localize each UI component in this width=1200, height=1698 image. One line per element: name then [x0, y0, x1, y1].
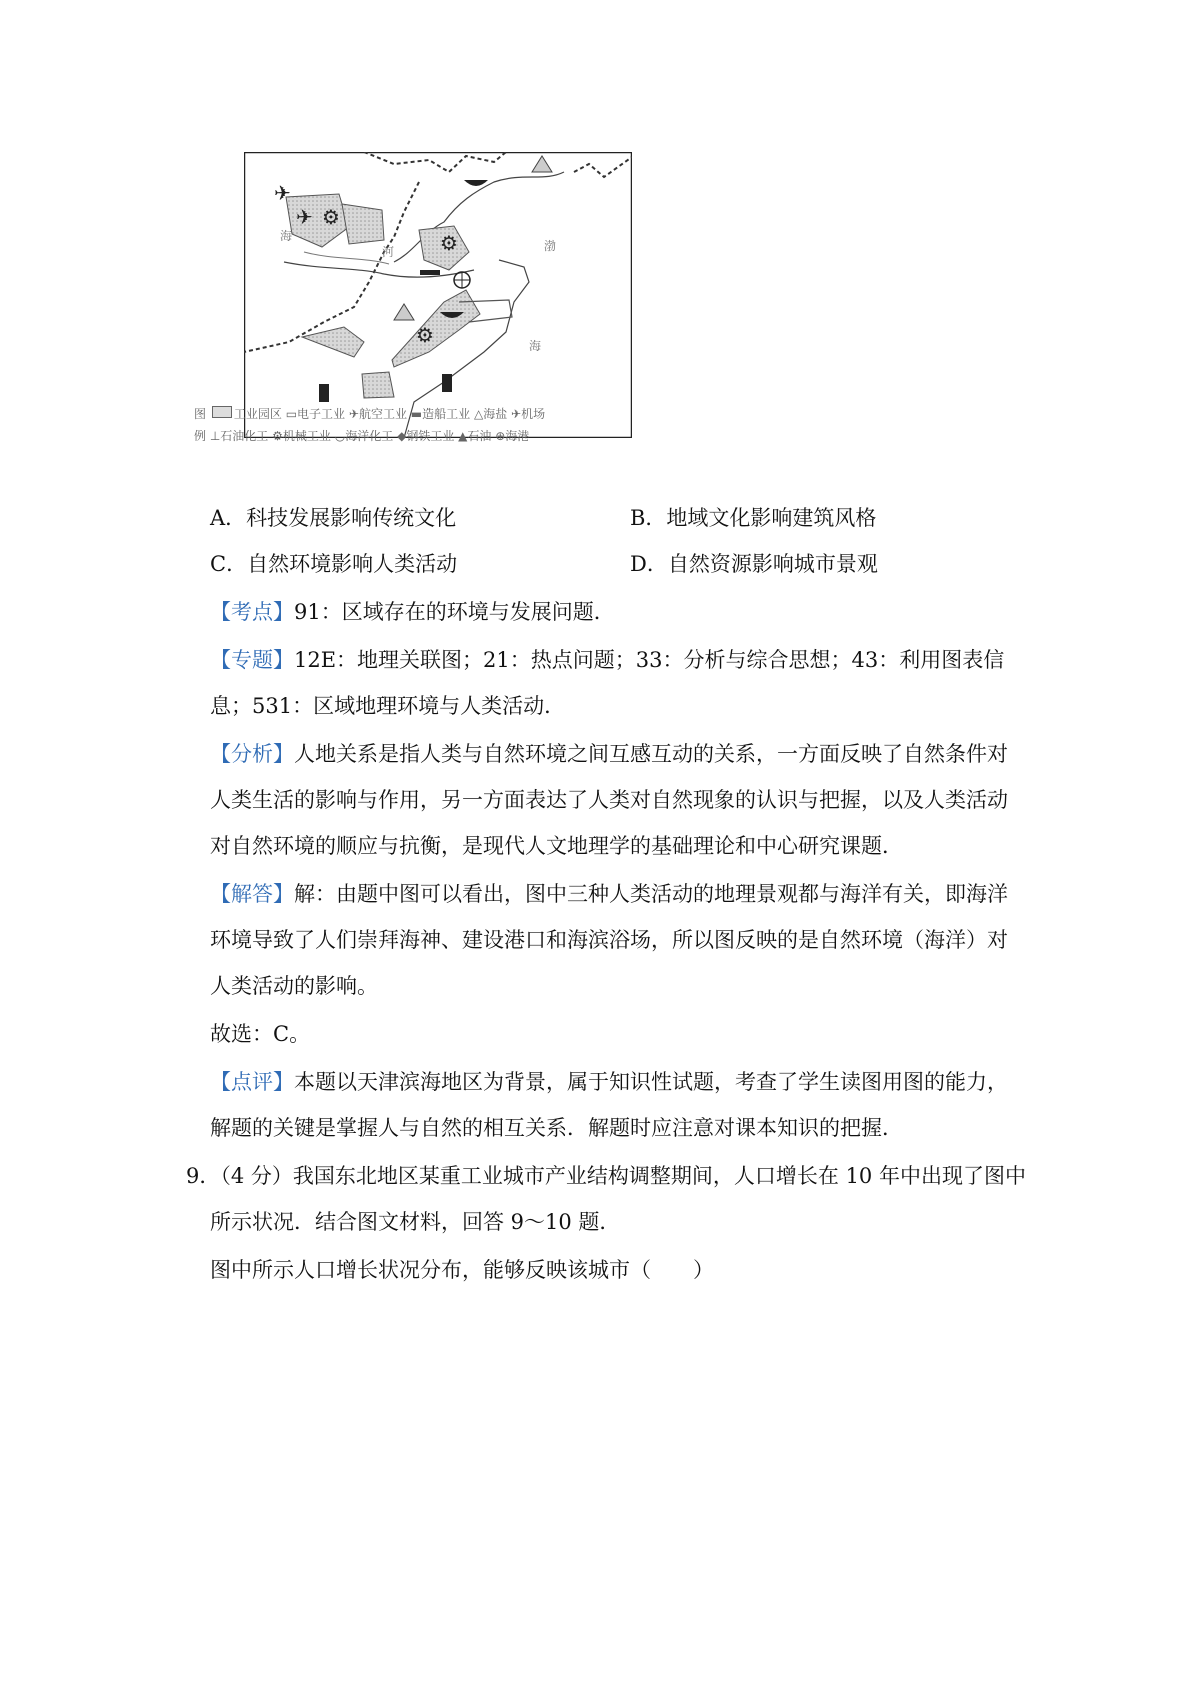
zhuanti-line-1 [210, 646, 1004, 674]
legend-industrial-park: 工业园区 [233, 407, 282, 421]
legend-seaport: 海港 [505, 429, 530, 443]
question-9-line-2: 所示状况．结合图文材料，回答 9～10 题． [210, 1210, 621, 1234]
map-label-river: 河 [382, 245, 395, 259]
legend-shipbuilding: 造船工业 [422, 407, 471, 421]
legend-airport: 机场 [521, 407, 546, 421]
map-label-sea-a: 海 [280, 229, 293, 243]
map-figure [194, 148, 668, 488]
answer-line: 故选：C。 [210, 1022, 311, 1046]
zhuanti-tag: 【专题】 [210, 648, 294, 672]
electronics-icon: ▭ [285, 407, 298, 421]
seaport-icon: ⊕ [495, 429, 506, 443]
legend-steel: 钢铁工业 [406, 429, 455, 443]
svg-text:✈: ✈ [274, 181, 291, 205]
machinery-icon: ⚙ [272, 429, 283, 443]
question-9-line-3: 图中所示人口增长状况分布，能够反映该城市（ ） [210, 1258, 714, 1282]
kaodian-line [210, 598, 615, 626]
kaodian-tag: 【考点】 [210, 600, 294, 624]
map-legend-row-1 [194, 406, 634, 422]
marine-chemical-icon: ◡ [334, 429, 346, 443]
svg-text:⚙: ⚙ [322, 205, 340, 229]
industrial-park-icon [212, 406, 232, 418]
legend-head-tu: 图 [194, 407, 207, 421]
svg-text:⚙: ⚙ [440, 231, 458, 255]
jieda-line-2: 环境导致了人们崇拜海神、建设港口和海滨浴场，所以图反映的是自然环境（海洋）对 [210, 928, 1008, 952]
legend-aviation: 航空工业 [358, 407, 407, 421]
oil-icon: ▲ [458, 429, 468, 443]
fenxi-line-2: 人类生活的影响与作用，另一方面表达了人类对自然现象的认识与把握，以及人类活动 [210, 788, 1008, 812]
dianping-line-1 [210, 1068, 1008, 1096]
fenxi-tag: 【分析】 [210, 742, 294, 766]
question-9-line-1: 9．（4 分）我国东北地区某重工业城市产业结构调整期间，人口增长在 10 年中出现了图中 [186, 1164, 1026, 1188]
jieda-tag: 【解答】 [210, 882, 294, 906]
kaodian-text: 91：区域存在的环境与发展问题． [294, 600, 615, 624]
petrochemical-icon: ⊥ [209, 429, 221, 443]
dianping-line-2: 解题的关键是掌握人与自然的相互关系．解题时应注意对课本知识的把握． [210, 1116, 903, 1140]
legend-marine-chemical: 海洋化工 [345, 429, 394, 443]
legend-oil: 石油 [467, 429, 492, 443]
dianping-tag: 【点评】 [210, 1070, 294, 1094]
option-a: A．科技发展影响传统文化 [210, 506, 457, 530]
legend-sea-salt: 海盐 [483, 407, 508, 421]
fenxi-text-1: 人地关系是指人类与自然环境之间互感互动的关系，一方面反映了自然条件对 [294, 742, 1008, 766]
shipbuilding-icon: ▬ [410, 407, 423, 421]
jieda-line-3: 人类活动的影响。 [210, 974, 378, 998]
dianping-text-1: 本题以天津滨海地区为背景，属于知识性试题，考查了学生读图用图的能力， [294, 1070, 1008, 1094]
jieda-text-1: 解：由题中图可以看出，图中三种人类活动的地理景观都与海洋有关，即海洋 [294, 882, 1008, 906]
legend-machinery: 机械工业 [282, 429, 331, 443]
map-image [244, 152, 632, 438]
fenxi-line-3: 对自然环境的顺应与抗衡，是现代人文地理学的基础理论和中心研究课题． [210, 834, 903, 858]
aviation-icon: ✈ [348, 407, 359, 421]
zhuanti-line-2: 息；531：区域地理环境与人类活动． [210, 694, 566, 718]
fenxi-line-1 [210, 740, 1008, 768]
option-d: D．自然资源影响城市景观 [630, 552, 878, 576]
zhuanti-text-1: 12E：地理关联图；21：热点问题；33：分析与综合思想；43：利用图表信 [294, 648, 1005, 672]
legend-petrochemical: 石油化工 [220, 429, 269, 443]
svg-text:✈: ✈ [296, 205, 313, 229]
option-c: C．自然环境影响人类活动 [210, 552, 458, 576]
jieda-line-1 [210, 880, 1008, 908]
legend-head-li: 例 [194, 429, 207, 443]
airport-icon: ✈ [511, 407, 522, 421]
sea-salt-icon: △ [473, 407, 484, 421]
map-legend-row-2 [194, 428, 634, 444]
option-b: B．地域文化影响建筑风格 [630, 506, 877, 530]
map-label-bohai: 渤 [544, 239, 557, 253]
map-label-sea-b: 海 [529, 339, 542, 353]
svg-text:⚙: ⚙ [416, 323, 434, 347]
legend-electronics: 电子工业 [297, 407, 346, 421]
steel-icon: ◆ [397, 429, 407, 443]
